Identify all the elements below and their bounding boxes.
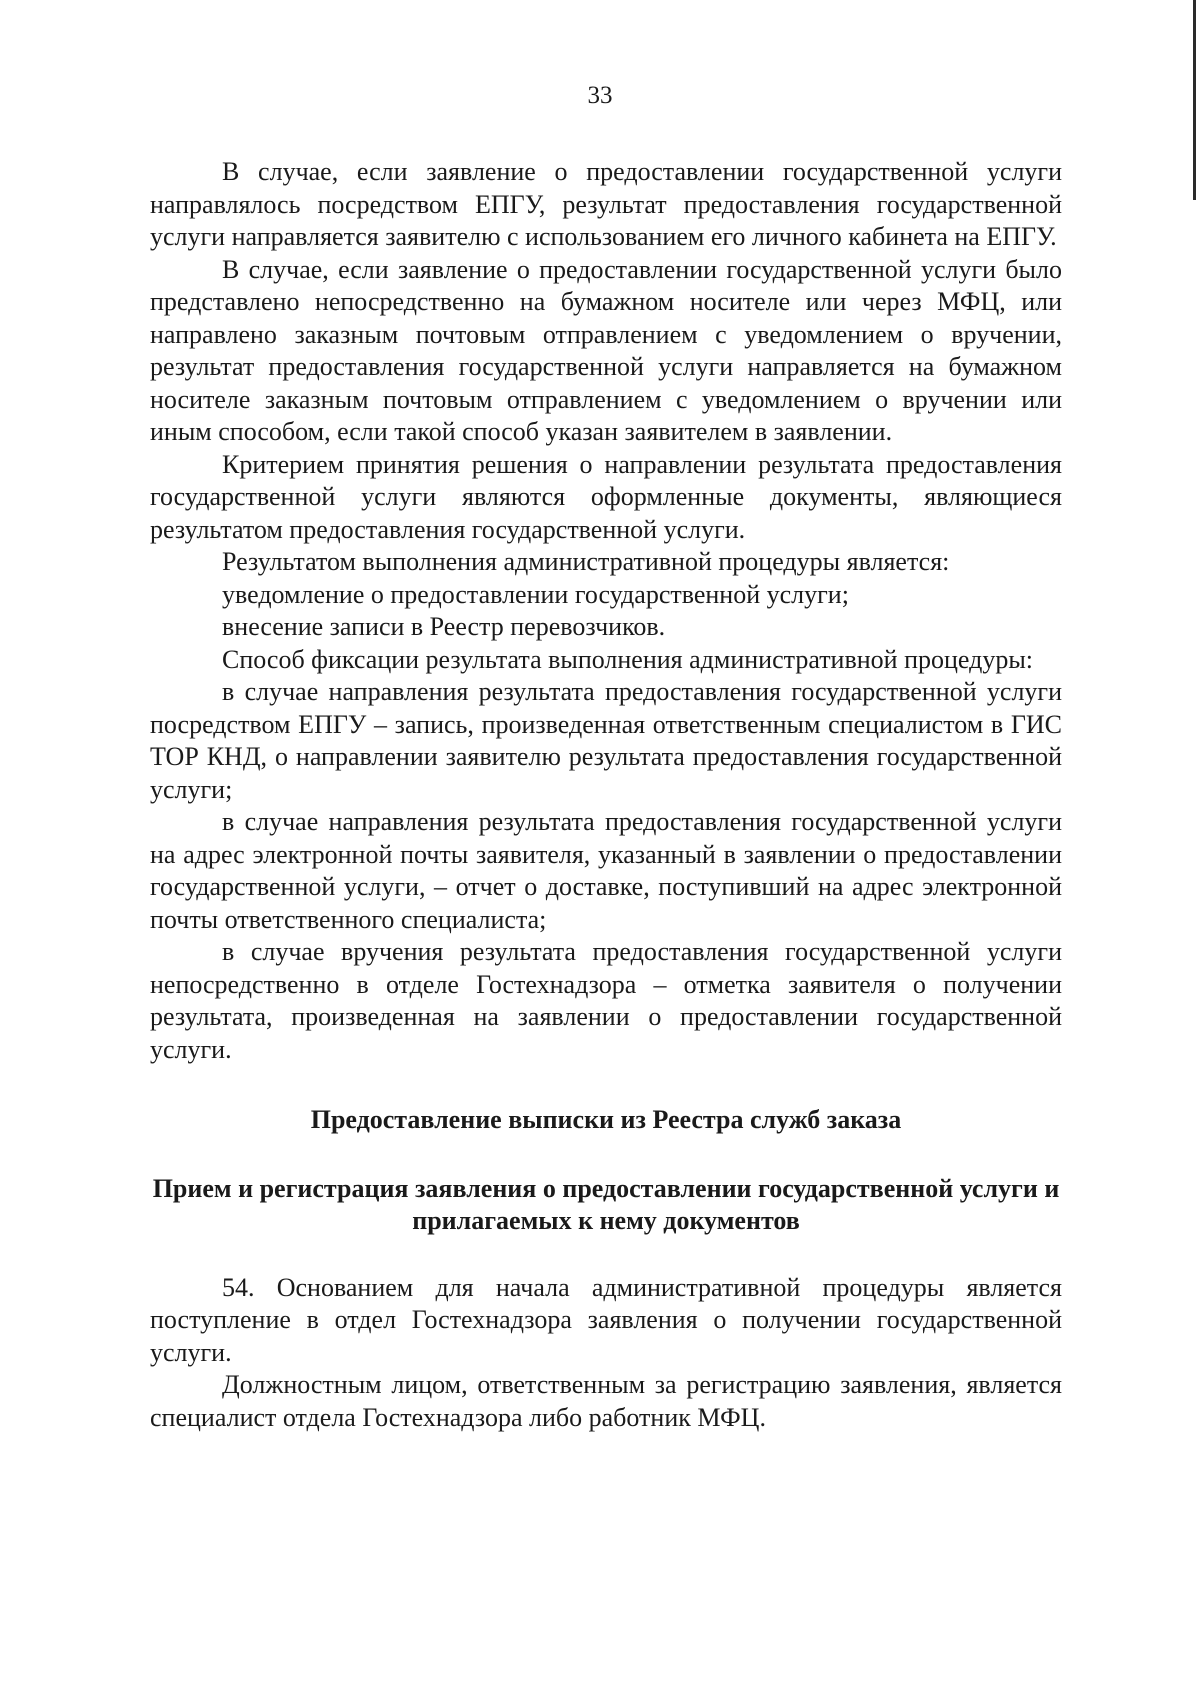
paragraph: в случае вручения результата предоставления государственной услуги непосредственно в отделе Гостехнадзора – отметка заявителя о получении результата, произведенная на заявлении о предоставлении государственной услуги.	[150, 937, 1062, 1064]
subsection-heading: Прием и регистрация заявления о предоставлении государственной услуги и прилагаемых к нему документов	[152, 1173, 1060, 1235]
section-heading: Предоставление выписки из Реестра служб заказа	[310, 1105, 902, 1134]
document-body	[150, 156, 1062, 1434]
paragraph: Способ фиксации результата выполнения административной процедуры:	[222, 644, 1034, 674]
paragraph: Критерием принятия решения о направлении результата предоставления государственной услуги являются оформленные документы, являющиеся результатом предоставления государственной услуги.	[150, 449, 1062, 544]
paragraph: Результатом выполнения административной процедуры является:	[222, 547, 950, 576]
paragraph: В случае, если заявление о предоставлении государственной услуги было представлено непосредственно на бумажном носителе или через МФЦ, или направлено заказным почтовым отправлением с уведомлением о вручении, результат предоставления государственной услуги направляется на бумажном носителе заказным почтовым отправлением с уведомлением о вручении или иным способом, если такой способ указан заявителем в заявлении.	[150, 254, 1062, 446]
page-number: 33	[587, 82, 613, 109]
paragraph: в случае направления результата предоставления государственной услуги на адрес электронной почты заявителя, указанный в заявлении о предоставлении государственной услуги, – отчет о доставке, поступивший на адрес электронной почты ответственного специалиста;	[150, 807, 1062, 934]
paragraph: уведомление о предоставлении государственной услуги;	[222, 579, 849, 609]
paragraph: 54. Основанием для начала административной процедуры является поступление в отдел Гостехнадзора заявления о получении государственной услуги.	[150, 1272, 1062, 1367]
paragraph: в случае направления результата предоставления государственной услуги посредством ЕПГУ – запись, произведенная ответственным специалистом в ГИС ТОР КНД, о направлении заявителю результата предоставления государственной услуги;	[150, 677, 1062, 804]
paragraph: Должностным лицом, ответственным за регистрацию заявления, является специалист отдела Гостехнадзора либо работник МФЦ.	[150, 1370, 1062, 1432]
paragraph: внесение записи в Реестр перевозчиков.	[222, 612, 666, 641]
paragraph: В случае, если заявление о предоставлении государственной услуги направлялось посредством ЕПГУ, результат предоставления государственной услуги направляется заявителю с использованием его личного кабинета на ЕПГУ.	[150, 157, 1062, 251]
